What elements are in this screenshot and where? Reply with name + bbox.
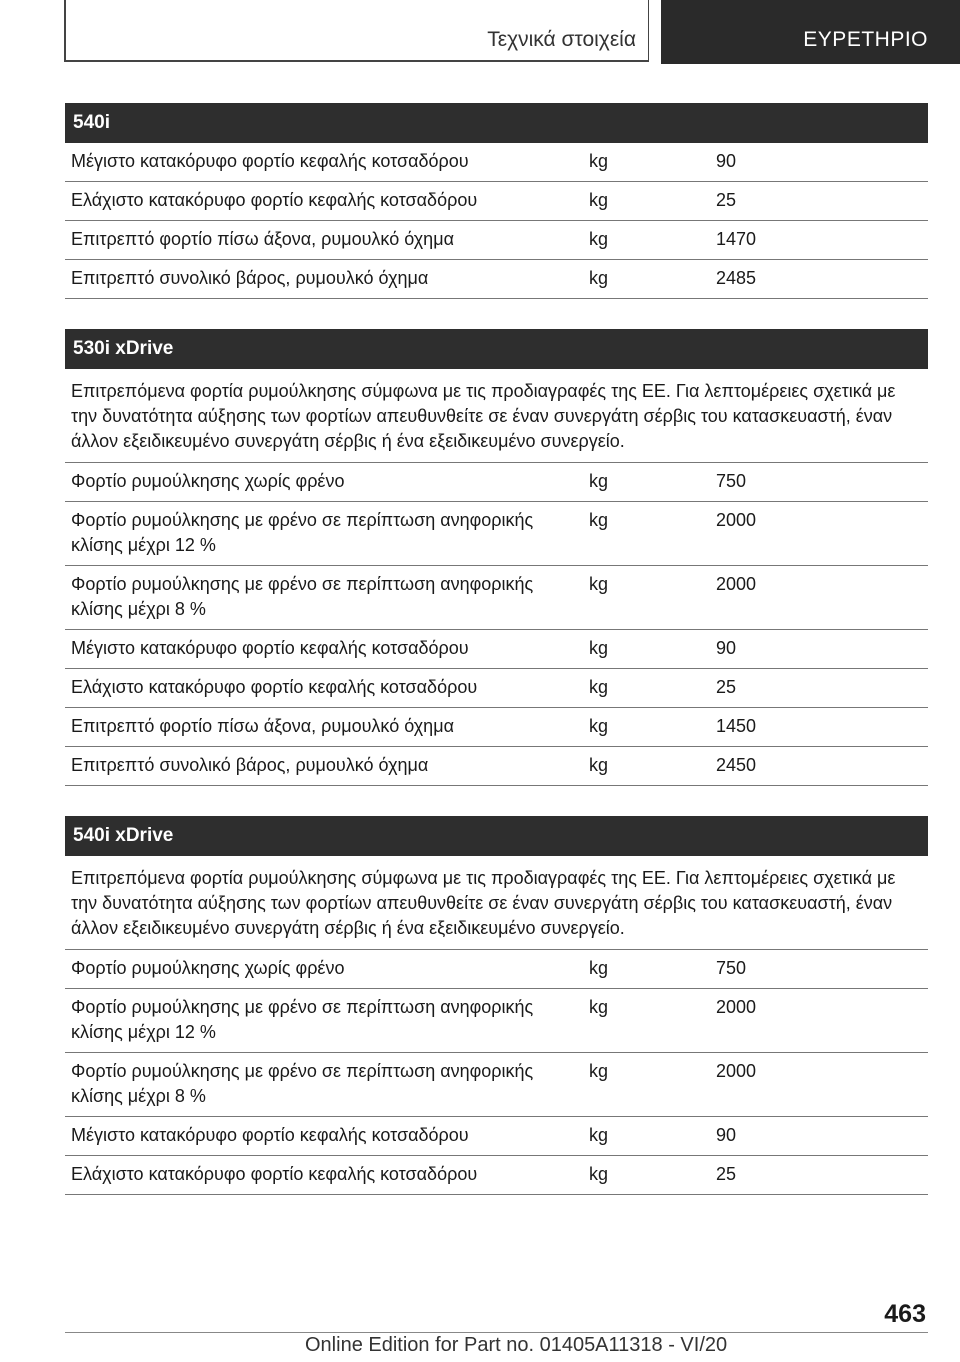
row-value: 1470 (716, 229, 757, 249)
footer-divider (65, 1332, 928, 1333)
page-number: 463 (884, 1300, 926, 1328)
table-row (65, 502, 928, 566)
row-unit: kg (589, 510, 609, 530)
table-row (65, 1117, 928, 1156)
row-unit: kg (589, 997, 609, 1017)
spec-section (65, 103, 928, 299)
table-row (65, 1156, 928, 1195)
table-row (65, 630, 928, 669)
row-label: Φορτίο ρυμούλκησης με φρένο σε περίπτωση ανηφορικής κλίσης μέχρι 8 % (71, 1061, 534, 1106)
table-row (65, 950, 928, 989)
row-label: Ελάχιστο κατακόρυφο φορτίο κεφαλής κοτσαδόρου (71, 190, 478, 210)
row-value: 750 (716, 471, 747, 491)
row-label: Επιτρεπτό συνολικό βάρος, ρυμουλκό όχημα (71, 755, 429, 775)
spec-section (65, 329, 928, 786)
row-value: 2450 (716, 755, 757, 775)
table-row (65, 708, 928, 747)
table-row (65, 566, 928, 630)
row-label: Επιτρεπτό φορτίο πίσω άξονα, ρυμουλκό όχημα (71, 229, 454, 249)
row-label: Φορτίο ρυμούλκησης με φρένο σε περίπτωση ανηφορικής κλίσης μέχρι 12 % (71, 997, 534, 1042)
row-value: 2000 (716, 1061, 757, 1081)
row-value: 90 (716, 1125, 737, 1145)
section-description: Επιτρεπόμενα φορτία ρυμούλκησης σύμφωνα με τις προδιαγραφές της ΕΕ. Για λεπτομέρειες σχετικά με την δυνατότητα αύξησης των φορτίων απευθυνθείτε σε έναν συνεργάτη σέρβις του κατασκευαστή, έναν άλλον εξειδικευμένο συνεργάτη σέρβις ή ένα εξειδικευμένο συνεργείο. (65, 369, 928, 463)
row-unit: kg (589, 151, 609, 171)
table-row (65, 669, 928, 708)
row-unit: kg (589, 958, 609, 978)
row-unit: kg (589, 677, 609, 697)
index-tab-label: ΕΥΡΕΤΗΡΙΟ (803, 28, 928, 51)
row-unit: kg (589, 638, 609, 658)
row-value: 2000 (716, 574, 757, 594)
section-tab-label: Τεχνικά στοιχεία (487, 28, 636, 51)
spec-tables (65, 103, 928, 1225)
table-row (65, 463, 928, 502)
row-unit: kg (589, 574, 609, 594)
row-label: Μέγιστο κατακόρυφο φορτίο κεφαλής κοτσαδόρου (71, 151, 469, 171)
row-value: 90 (716, 638, 737, 658)
section-heading: 540i (65, 103, 928, 143)
row-label: Φορτίο ρυμούλκησης με φρένο σε περίπτωση ανηφορικής κλίσης μέχρι 8 % (71, 574, 534, 619)
row-value: 2000 (716, 997, 757, 1017)
row-value: 2485 (716, 268, 757, 288)
row-value: 750 (716, 958, 747, 978)
row-value: 25 (716, 1164, 737, 1184)
section-heading: 530i xDrive (65, 329, 928, 369)
table-row (65, 260, 928, 299)
row-label: Φορτίο ρυμούλκησης χωρίς φρένο (71, 471, 345, 491)
table-row (65, 221, 928, 260)
row-unit: kg (589, 268, 609, 288)
section-description: Επιτρεπόμενα φορτία ρυμούλκησης σύμφωνα με τις προδιαγραφές της ΕΕ. Για λεπτομέρειες σχετικά με την δυνατότητα αύξησης των φορτίων απευθυνθείτε σε έναν συνεργάτη σέρβις του κατασκευαστή, έναν άλλον εξειδικευμένο συνεργάτη σέρβις ή ένα εξειδικευμένο συνεργείο. (65, 856, 928, 950)
row-unit: kg (589, 190, 609, 210)
row-value: 2000 (716, 510, 757, 530)
row-value: 25 (716, 190, 737, 210)
section-tab[interactable] (64, 0, 649, 62)
footer-edition-text: Online Edition for Part no. 01405A11318 - VI/20 (305, 1334, 728, 1356)
row-unit: kg (589, 229, 609, 249)
table-row (65, 989, 928, 1053)
table-row (65, 182, 928, 221)
row-value: 25 (716, 677, 737, 697)
row-label: Μέγιστο κατακόρυφο φορτίο κεφαλής κοτσαδόρου (71, 638, 469, 658)
section-heading: 540i xDrive (65, 816, 928, 856)
row-unit: kg (589, 1164, 609, 1184)
spec-section (65, 816, 928, 1195)
row-unit: kg (589, 471, 609, 491)
index-tab[interactable] (661, 0, 960, 64)
row-value: 90 (716, 151, 737, 171)
row-label: Ελάχιστο κατακόρυφο φορτίο κεφαλής κοτσαδόρου (71, 1164, 478, 1184)
row-label: Ελάχιστο κατακόρυφο φορτίο κεφαλής κοτσαδόρου (71, 677, 478, 697)
page-header (0, 0, 960, 66)
row-unit: kg (589, 755, 609, 775)
row-label: Επιτρεπτό συνολικό βάρος, ρυμουλκό όχημα (71, 268, 429, 288)
row-unit: kg (589, 1061, 609, 1081)
row-label: Φορτίο ρυμούλκησης χωρίς φρένο (71, 958, 345, 978)
row-label: Μέγιστο κατακόρυφο φορτίο κεφαλής κοτσαδόρου (71, 1125, 469, 1145)
row-label: Επιτρεπτό φορτίο πίσω άξονα, ρυμουλκό όχημα (71, 716, 454, 736)
row-unit: kg (589, 716, 609, 736)
row-value: 1450 (716, 716, 757, 736)
row-label: Φορτίο ρυμούλκησης με φρένο σε περίπτωση ανηφορικής κλίσης μέχρι 12 % (71, 510, 534, 555)
table-row (65, 1053, 928, 1117)
row-unit: kg (589, 1125, 609, 1145)
table-row (65, 143, 928, 182)
table-row (65, 747, 928, 786)
